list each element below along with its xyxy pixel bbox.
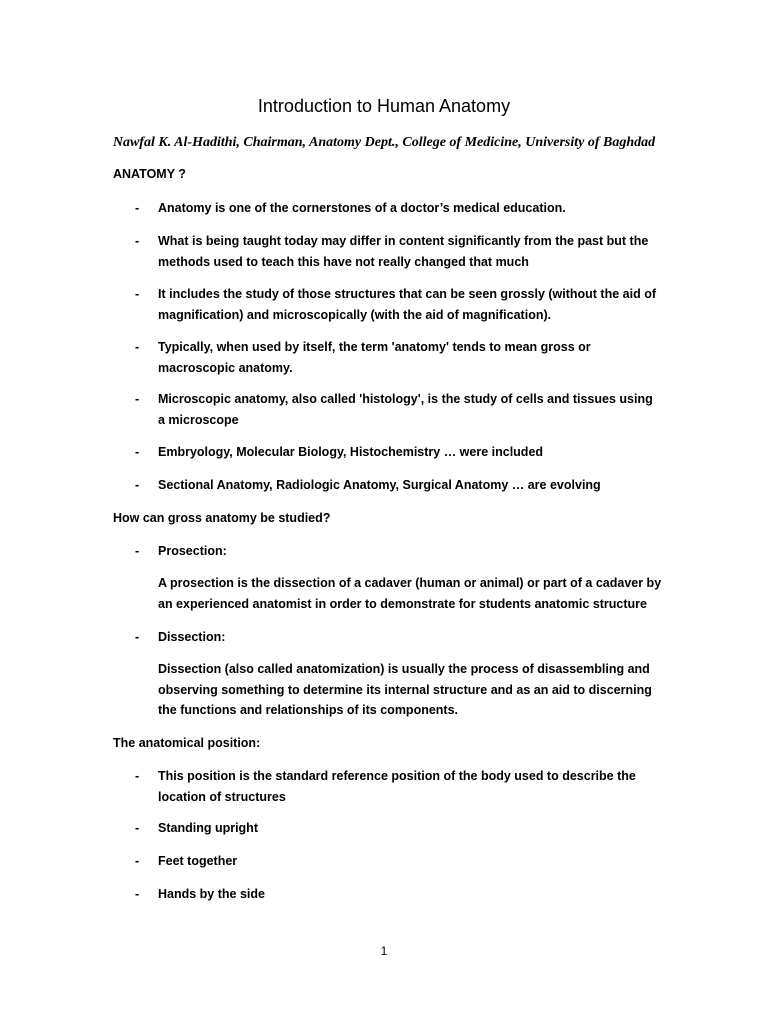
bullet-dash: - [135,392,140,406]
section-heading-gross-anatomy: How can gross anatomy be studied? [113,511,331,525]
bullet-dash: - [135,769,140,783]
document-title: Introduction to Human Anatomy [257,96,511,116]
list-item: Anatomy is one of the cornerstones of a doctor’s medical education. [158,201,566,215]
bullet-dash: - [135,821,140,835]
bullet-dash: - [135,478,140,492]
list-item: It includes the study of those structures that can be seen grossly (without the aid of magnification) and microscopically (with the aid of magnification). [158,287,656,322]
list-item: What is being taught today may differ in content significantly from the past but the methods used to teach this have not really changed that much [158,234,649,269]
author-line: Nawfal K. Al-Hadithi, Chairman, Anatomy Dept., College of Medicine, University of Baghdad [112,135,656,150]
section-heading-anatomical-position: The anatomical position: [113,736,261,750]
bullet-dash: - [135,201,140,215]
list-item-label: Dissection: [158,630,226,644]
bullet-dash: - [135,234,140,248]
list-item: Sectional Anatomy, Radiologic Anatomy, Surgical Anatomy … are evolving [158,478,601,492]
section-heading-anatomy: ANATOMY ? [113,167,186,181]
list-item: Feet together [158,854,238,868]
bullet-dash: - [135,445,140,459]
list-item-description: A prosection is the dissection of a cadaver (human or animal) or part of a cadaver by an experienced anatomist in order to demonstrate for students anatomic structure [158,576,662,611]
bullet-dash: - [135,340,140,354]
bullet-dash: - [135,887,140,901]
list-item-description: Dissection (also called anatomization) is usually the process of disassembling and observing something to determine its internal structure and as an aid to discerning the functions and relationships of its components. [158,662,652,717]
page-number: 1 [380,944,388,958]
bullet-dash: - [135,854,140,868]
list-item-label: Prosection: [158,544,227,558]
list-item: Embryology, Molecular Biology, Histochemistry … were included [158,445,544,459]
bullet-dash: - [135,287,140,301]
list-item: Microscopic anatomy, also called 'histology', is the study of cells and tissues using a microscope [158,392,653,427]
bullet-dash: - [135,630,140,644]
list-item: Hands by the side [158,887,265,901]
list-item: Typically, when used by itself, the term 'anatomy' tends to mean gross or macroscopic anatomy. [158,340,591,375]
list-item: Standing upright [158,821,258,835]
bullet-dash: - [135,544,140,558]
list-item: This position is the standard reference position of the body used to describe the location of structures [158,769,636,804]
